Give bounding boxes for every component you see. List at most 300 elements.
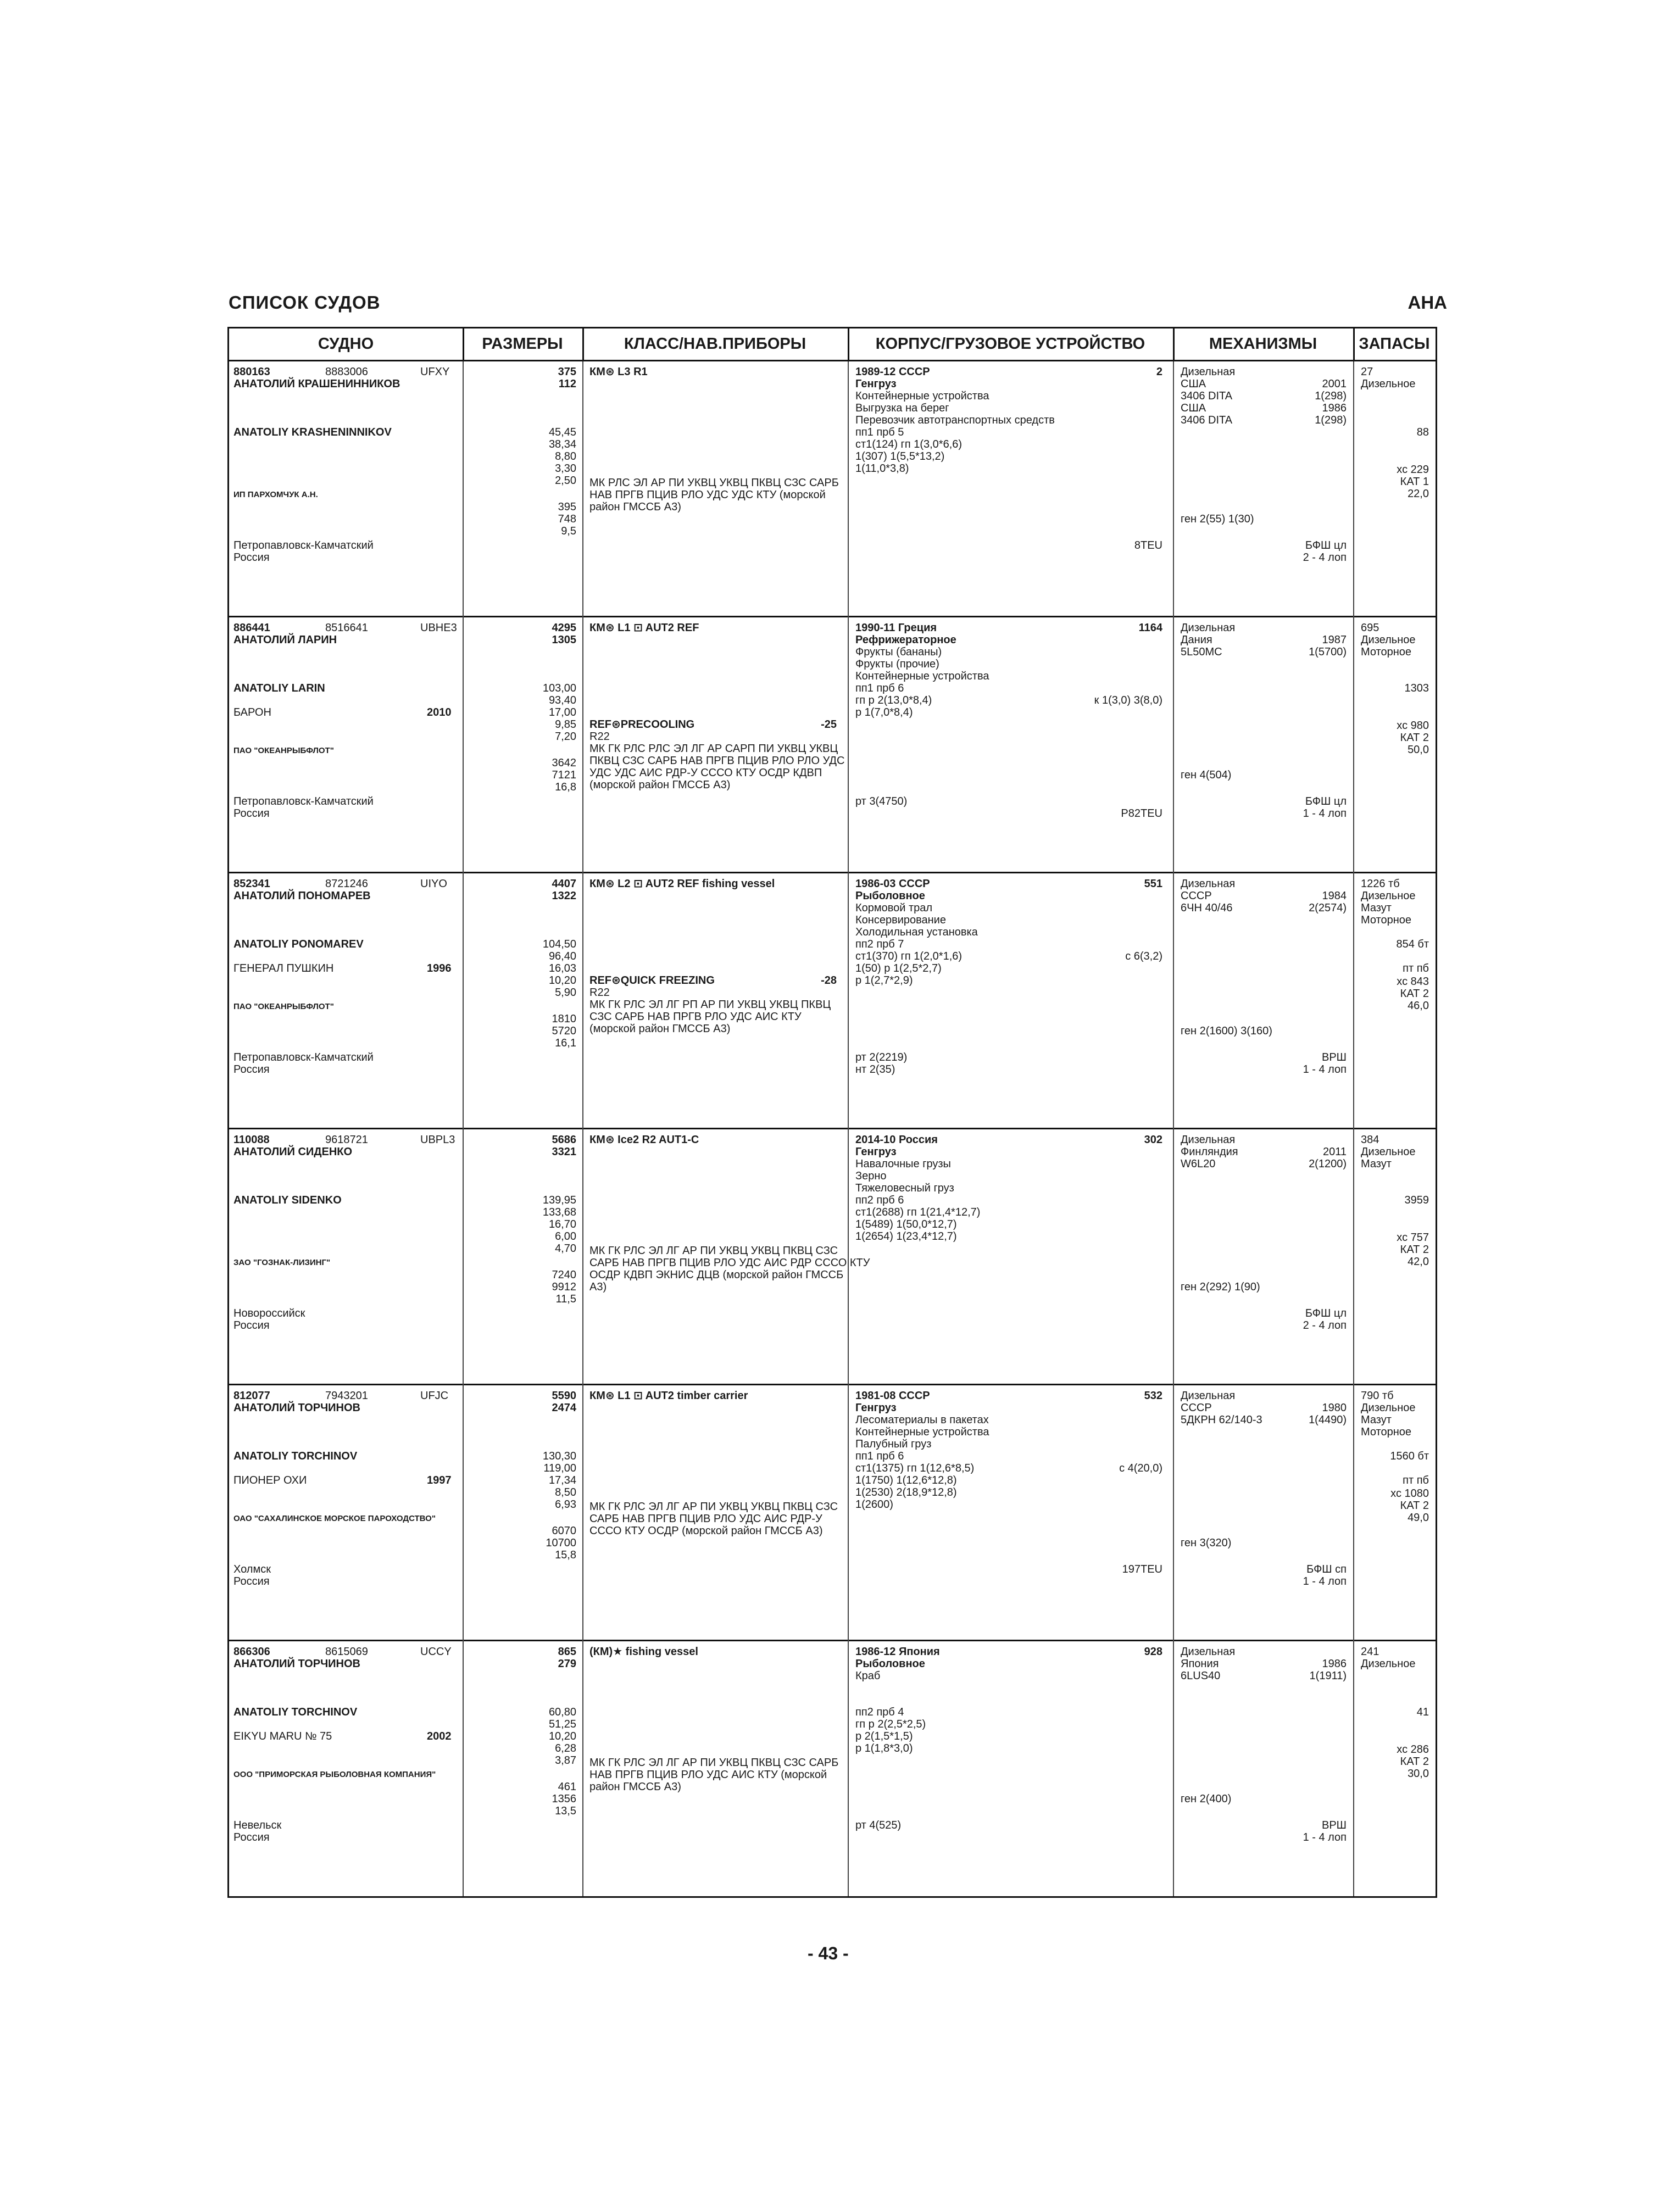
cargo-type: Фрукты (прочие)	[855, 658, 939, 670]
engine-info: Финляндия	[1181, 1146, 1238, 1158]
navigation-equipment: район ГМССБ А3)	[589, 501, 681, 513]
imo-number: 8516641	[325, 622, 368, 634]
cargo-type: Фрукты (бананы)	[855, 646, 942, 658]
propeller-blades: 1 - 4 лоп	[1303, 1831, 1347, 1843]
deadweight: 1164	[1138, 622, 1162, 634]
class-notation: КМ⊛ L2 ⊡ AUT2 REF fishing vessel	[589, 878, 775, 890]
column-divider	[1173, 361, 1174, 1896]
former-name: EIKYU MARU № 75	[233, 1730, 332, 1742]
build-year-place: 1986-12 Япония	[855, 1646, 940, 1658]
engine-info: 3406 DITA	[1181, 414, 1233, 426]
class-notation: КМ⊛ L1 ⊡ AUT2 timber carrier	[589, 1390, 748, 1402]
hull-detail: 1(2654) 1(23,4*12,7)	[855, 1230, 957, 1243]
stores-misc: КАТ 2	[1400, 1756, 1429, 1768]
former-name: ПИОНЕР ОХИ	[233, 1474, 307, 1486]
home-port: Петропавловск-Камчатский	[233, 539, 374, 552]
capacity-value: 16,1	[555, 1037, 576, 1049]
col-header-class: КЛАСС/НАВ.ПРИБОРЫ	[624, 335, 806, 353]
dimension-value: 10,20	[548, 1730, 576, 1742]
cargo-gear: нт 2(35)	[855, 1063, 895, 1076]
navigation-equipment: ОСДР КДВП ЭКНИС ДЦВ (морской район ГМССБ	[589, 1269, 844, 1281]
table-row	[229, 873, 1436, 1129]
refrigeration-temp: -25	[821, 718, 837, 731]
engine-info-value: 1980	[1322, 1402, 1347, 1414]
fuel-type: Мазут	[1361, 1414, 1392, 1426]
class-notation: КМ⊛ L3 R1	[589, 366, 648, 378]
flag-country: Россия	[233, 1063, 270, 1076]
fuel-type: Дизельное	[1361, 890, 1416, 902]
dimension-value: 10,20	[548, 974, 576, 987]
capacity-value: 9912	[552, 1281, 576, 1293]
teu-capacity: 197TEU	[1122, 1563, 1162, 1575]
net-tonnage: 112	[558, 378, 576, 390]
cargo-type: Контейнерные устройства	[855, 1426, 989, 1438]
engine-info: Дизельная	[1181, 622, 1236, 634]
hull-detail: ст1(370) гп 1(2,0*1,6)	[855, 950, 963, 962]
navigation-equipment: СЗС САРБ НАВ ПРГВ РЛО УДС АИС КТУ	[589, 1011, 802, 1023]
former-year: 1996	[427, 962, 452, 974]
generators: ген 2(1600) 3(160)	[1181, 1025, 1272, 1037]
hull-detail: пп1 прб 6	[855, 1450, 904, 1462]
navigation-equipment: УДС УДС АИС РДР-У СССО КТУ ОСДР КДВП	[589, 767, 822, 779]
hull-detail: ст1(2688) гп 1(21,4*12,7)	[855, 1206, 981, 1218]
home-port: Холмск	[233, 1563, 271, 1575]
fuel-type: Дизельное	[1361, 634, 1416, 646]
capacity-value: 13,5	[555, 1805, 576, 1817]
propeller-blades: 1 - 4 лоп	[1303, 1063, 1347, 1076]
capacity-value: 10700	[546, 1537, 576, 1549]
refrigerant: R22	[589, 731, 610, 743]
ship-name-ru: АНАТОЛИЙ СИДЕНКО	[233, 1146, 353, 1158]
fuel-type: Моторное	[1361, 646, 1412, 658]
hull-detail: гп р 2(2,5*2,5)	[855, 1718, 926, 1730]
capacity-value: 15,8	[555, 1549, 576, 1561]
reg-number: 866306	[233, 1646, 270, 1658]
column-divider	[1353, 361, 1354, 1896]
hull-detail: р 1(2,7*2,9)	[855, 974, 913, 987]
ship-type: Рыболовное	[855, 890, 925, 902]
capacity-value: 5720	[552, 1025, 576, 1037]
hull-detail: 1(307) 1(5,5*13,2)	[855, 450, 945, 463]
ship-type: Рефрижераторное	[855, 634, 956, 646]
propeller-blades: 1 - 4 лоп	[1303, 807, 1347, 820]
imo-number: 9618721	[325, 1134, 368, 1146]
ship-name-en: ANATOLIY SIDENKO	[233, 1194, 342, 1206]
stores-misc: КАТ 2	[1400, 1244, 1429, 1256]
propeller: ВРШ	[1321, 1051, 1347, 1063]
cargo-gear: рт 2(2219)	[855, 1051, 908, 1063]
hull-detail: 1(5489) 1(50,0*12,7)	[855, 1218, 957, 1230]
capacity-value: 1810	[552, 1013, 576, 1025]
call-sign: UBPL3	[420, 1134, 455, 1146]
generators: ген 2(55) 1(30)	[1181, 513, 1254, 525]
cargo-type: Зерно	[855, 1170, 887, 1182]
cargo-type: Тяжеловесный груз	[855, 1182, 954, 1194]
dimension-value: 51,25	[548, 1718, 576, 1730]
stores-note: пт пб	[1403, 962, 1429, 974]
gross-tonnage: 375	[558, 366, 576, 378]
col-header-hull: КОРПУС/ГРУЗОВОЕ УСТРОЙСТВО	[875, 335, 1145, 353]
generators: ген 3(320)	[1181, 1537, 1232, 1549]
engine-info: Дизельная	[1181, 366, 1236, 378]
deadweight: 928	[1144, 1646, 1162, 1658]
navigation-equipment: НАВ ПРГВ ПЦИВ РЛО УДС АИС КТУ (морской	[589, 1769, 827, 1781]
engine-info: СССР	[1181, 890, 1212, 902]
engine-info-value: 1986	[1322, 402, 1347, 414]
cargo-type: Консервирование	[855, 914, 946, 926]
fuel-type: Дизельное	[1361, 1658, 1416, 1670]
reg-number: 812077	[233, 1390, 270, 1402]
call-sign: UCCY	[420, 1646, 452, 1658]
stores-misc: 30,0	[1408, 1768, 1429, 1780]
owner: ООО "ПРИМОРСКАЯ РЫБОЛОВНАЯ КОМПАНИЯ"	[233, 1770, 436, 1779]
hull-detail: 1(2530) 2(18,9*12,8)	[855, 1486, 957, 1498]
navigation-equipment: МК ГК РЛС ЭЛ ЛГ АР ПИ УКВЦ ПКВЦ СЗС САРБ	[589, 1757, 839, 1769]
dimension-value: 4,70	[555, 1243, 576, 1255]
section-code: АНА	[1408, 292, 1447, 313]
propeller-blades: 2 - 4 лоп	[1303, 1319, 1347, 1332]
home-port: Новороссийск	[233, 1307, 305, 1319]
ship-type: Генгруз	[855, 1146, 897, 1158]
cargo-type: Палубный груз	[855, 1438, 932, 1450]
engine-info: СССР	[1181, 1402, 1212, 1414]
stores-misc: 22,0	[1408, 488, 1429, 500]
capacity-value: 461	[558, 1781, 576, 1793]
dimension-value: 96,40	[548, 950, 576, 962]
ship-name-ru: АНАТОЛИЙ ПОНОМАРЕВ	[233, 890, 371, 902]
ship-name-en: ANATOLIY TORCHINOV	[233, 1706, 358, 1718]
propeller: БФШ сп	[1306, 1563, 1347, 1575]
hull-extra: к 1(3,0) 3(8,0)	[1094, 694, 1162, 706]
net-tonnage: 3321	[552, 1146, 576, 1158]
dimension-value: 2,50	[555, 475, 576, 487]
teu-capacity: P82TEU	[1121, 807, 1162, 820]
dimension-value: 3,30	[555, 463, 576, 475]
engine-info-value: 1984	[1322, 890, 1347, 902]
former-year: 2010	[427, 706, 452, 718]
col-header-machinery: МЕХАНИЗМЫ	[1209, 335, 1317, 353]
stores-misc: 46,0	[1408, 1000, 1429, 1012]
fuel-capacity: 854 бт	[1396, 938, 1429, 950]
engine-info-value: 2001	[1322, 378, 1347, 390]
fuel-type: Дизельное	[1361, 1402, 1416, 1414]
owner: ОАО "САХАЛИНСКОЕ МОРСКОЕ ПАРОХОДСТВО"	[233, 1514, 436, 1523]
dimension-value: 38,34	[548, 438, 576, 450]
dimension-value: 45,45	[548, 426, 576, 438]
stores-misc: хс 980	[1397, 720, 1429, 732]
fuel-type: Дизельное	[1361, 1146, 1416, 1158]
dimension-value: 93,40	[548, 694, 576, 706]
imo-number: 8883006	[325, 366, 368, 378]
capacity-value: 748	[558, 513, 576, 525]
dimension-value: 133,68	[542, 1206, 576, 1218]
hull-detail: пп1 прб 5	[855, 426, 904, 438]
capacity-value: 11,5	[555, 1293, 576, 1305]
call-sign: UIYO	[420, 878, 447, 890]
propeller: ВРШ	[1321, 1819, 1347, 1831]
engine-info-value: 2011	[1322, 1146, 1347, 1158]
table-row	[229, 361, 1436, 617]
deadweight: 302	[1144, 1134, 1162, 1146]
engine-info: 6ЧН 40/46	[1181, 902, 1233, 914]
stores-misc: КАТ 1	[1400, 476, 1429, 488]
gross-tonnage: 4407	[552, 878, 576, 890]
column-divider	[463, 361, 464, 1896]
dimension-value: 9,85	[555, 718, 576, 731]
hull-detail: 1(1750) 1(12,6*12,8)	[855, 1474, 957, 1486]
reg-number: 886441	[233, 622, 270, 634]
cargo-type: Выгрузка на берег	[855, 402, 949, 414]
fuel-capacity: 1560 бт	[1390, 1450, 1429, 1462]
net-tonnage: 2474	[552, 1402, 576, 1414]
capacity-value: 6070	[552, 1525, 576, 1537]
build-year-place: 1981-08 СССР	[855, 1390, 930, 1402]
fuel-capacity: 3959	[1404, 1194, 1429, 1206]
refrigeration-class: REF⊛PRECOOLING	[589, 718, 695, 731]
navigation-equipment: МК ГК РЛС РЛС ЭЛ ЛГ АР САРП ПИ УКВЦ УКВЦ	[589, 743, 838, 755]
ship-name-ru: АНАТОЛИЙ ТОРЧИНОВ	[233, 1658, 360, 1670]
fuel-capacity: 1303	[1404, 682, 1429, 694]
refrigeration-class: REF⊛QUICK FREEZING	[589, 974, 715, 987]
fuel-type: Моторное	[1361, 1426, 1412, 1438]
stores-misc: хс 757	[1397, 1232, 1429, 1244]
engine-info-value: 1(4490)	[1309, 1414, 1347, 1426]
hull-detail: пп2 прб 4	[855, 1706, 904, 1718]
flag-country: Россия	[233, 1831, 270, 1843]
fuel-type: 27	[1361, 366, 1373, 378]
generators: ген 4(504)	[1181, 769, 1232, 781]
hull-detail: пп2 прб 6	[855, 1194, 904, 1206]
fuel-type: Моторное	[1361, 914, 1412, 926]
hull-detail: ст1(1375) гп 1(12,6*8,5)	[855, 1462, 975, 1474]
dimension-value: 16,70	[548, 1218, 576, 1230]
gross-tonnage: 4295	[552, 622, 576, 634]
dimension-value: 8,50	[555, 1486, 576, 1498]
dimension-value: 5,90	[555, 987, 576, 999]
hull-detail: пп2 прб 7	[855, 938, 904, 950]
engine-info-value: 1987	[1322, 634, 1347, 646]
propeller-blades: 1 - 4 лоп	[1303, 1575, 1347, 1587]
cargo-gear: рт 3(4750)	[855, 795, 908, 807]
hull-detail: гп р 2(13,0*8,4)	[855, 694, 932, 706]
hull-detail: р 1(7,0*8,4)	[855, 706, 913, 718]
navigation-equipment: САРБ НАВ ПРГВ ПЦИВ РЛО УДС АИС РДР СССО КТУ	[589, 1257, 870, 1269]
engine-info: США	[1181, 402, 1206, 414]
dimension-value: 139,95	[542, 1194, 576, 1206]
cargo-gear: рт 4(525)	[855, 1819, 902, 1831]
ship-type: Генгруз	[855, 378, 897, 390]
engine-info: 5ДКРН 62/140-3	[1181, 1414, 1262, 1426]
hull-extra: с 4(20,0)	[1119, 1462, 1162, 1474]
hull-detail: 1(50) р 1(2,5*2,7)	[855, 962, 942, 974]
stores-misc: КАТ 2	[1400, 1500, 1429, 1512]
engine-info-value: 1(1911)	[1309, 1670, 1347, 1682]
engine-info: США	[1181, 378, 1206, 390]
fuel-type: 1226 тб	[1361, 878, 1400, 890]
former-name: БАРОН	[233, 706, 271, 718]
page-number: - 43 -	[808, 1943, 849, 1963]
table-row	[229, 1641, 1436, 1897]
fuel-type: Мазут	[1361, 1158, 1392, 1170]
engine-info: 6LUS40	[1181, 1670, 1221, 1682]
reg-number: 852341	[233, 878, 270, 890]
navigation-equipment: НАВ ПРГВ ПЦИВ РЛО УДС УДС КТУ (морской	[589, 489, 826, 501]
fuel-type: 384	[1361, 1134, 1379, 1146]
imo-number: 8721246	[325, 878, 368, 890]
net-tonnage: 279	[558, 1658, 576, 1670]
ship-name-en: ANATOLIY TORCHINOV	[233, 1450, 358, 1462]
cargo-type: Краб	[855, 1670, 881, 1682]
former-name: ГЕНЕРАЛ ПУШКИН	[233, 962, 334, 974]
ship-type: Рыболовное	[855, 1658, 925, 1670]
dimension-value: 7,20	[555, 731, 576, 743]
propeller: БФШ цл	[1305, 795, 1347, 807]
stores-misc: КАТ 2	[1400, 988, 1429, 1000]
engine-info-value: 2(2574)	[1309, 902, 1347, 914]
fuel-type: 695	[1361, 622, 1379, 634]
home-port: Невельск	[233, 1819, 282, 1831]
stores-misc: 42,0	[1408, 1256, 1429, 1268]
owner: ЗАО "ГОЗНАК-ЛИЗИНГ"	[233, 1258, 331, 1267]
net-tonnage: 1305	[552, 634, 576, 646]
net-tonnage: 1322	[552, 890, 576, 902]
fuel-type: 790 тб	[1361, 1390, 1394, 1402]
teu-capacity: 8TEU	[1134, 539, 1162, 552]
engine-info: Дизельная	[1181, 878, 1236, 890]
navigation-equipment: ПКВЦ СЗС САРБ НАВ ПРГВ ПЦИВ РЛО РЛО УДС	[589, 755, 845, 767]
home-port: Петропавловск-Камчатский	[233, 795, 374, 807]
dimension-value: 60,80	[548, 1706, 576, 1718]
dimension-value: 8,80	[555, 450, 576, 463]
page-title: СПИСОК СУДОВ	[229, 292, 381, 313]
cargo-type: Контейнерные устройства	[855, 670, 989, 682]
engine-info: Дизельная	[1181, 1390, 1236, 1402]
table-row	[229, 1129, 1436, 1385]
stores-misc: хс 843	[1397, 976, 1429, 988]
navigation-equipment: МК РЛС ЭЛ АР ПИ УКВЦ УКВЦ ПКВЦ СЗС САРБ	[589, 477, 839, 489]
call-sign: UFJC	[420, 1390, 449, 1402]
navigation-equipment: СССО КТУ ОСДР (морской район ГМССБ А3)	[589, 1525, 823, 1537]
navigation-equipment: САРБ НАВ ПРГВ ПЦИВ РЛО УДС АИС РДР-У	[589, 1513, 822, 1525]
stores-misc: КАТ 2	[1400, 732, 1429, 744]
gross-tonnage: 5590	[552, 1390, 576, 1402]
cargo-type: Перевозчик автотранспортных средств	[855, 414, 1055, 426]
engine-info: Дания	[1181, 634, 1212, 646]
deadweight: 2	[1156, 366, 1162, 378]
ship-type: Генгруз	[855, 1402, 897, 1414]
stores-misc: 49,0	[1408, 1512, 1429, 1524]
engine-info-value: 2(1200)	[1309, 1158, 1347, 1170]
navigation-equipment: МК ГК РЛС ЭЛ ЛГ АР ПИ УКВЦ УКВЦ ПКВЦ СЗС	[589, 1245, 838, 1257]
stores-misc: 50,0	[1408, 744, 1429, 756]
ship-name-ru: АНАТОЛИЙ ТОРЧИНОВ	[233, 1402, 360, 1414]
refrigerant: R22	[589, 987, 610, 999]
hull-detail: пп1 прб 6	[855, 682, 904, 694]
propeller: БФШ цл	[1305, 1307, 1347, 1319]
capacity-value: 7121	[552, 769, 576, 781]
navigation-equipment: (морской район ГМССБ А3)	[589, 779, 731, 791]
dimension-value: 17,00	[548, 706, 576, 718]
build-year-place: 1986-03 СССР	[855, 878, 930, 890]
hull-detail: 1(2600)	[855, 1498, 893, 1511]
ship-name-en: ANATOLIY LARIN	[233, 682, 325, 694]
deadweight: 532	[1144, 1390, 1162, 1402]
generators: ген 2(400)	[1181, 1793, 1232, 1805]
table-row	[229, 1385, 1436, 1641]
call-sign: UBHE3	[420, 622, 457, 634]
owner: ПАО "ОКЕАНРЫБФЛОТ"	[233, 1002, 334, 1011]
generators: ген 2(292) 1(90)	[1181, 1281, 1260, 1293]
engine-info: 5L50MC	[1181, 646, 1222, 658]
cargo-type: Холодильная установка	[855, 926, 978, 938]
cargo-type: Кормовой трал	[855, 902, 933, 914]
gross-tonnage: 5686	[552, 1134, 576, 1146]
refrigeration-temp: -28	[821, 974, 837, 987]
reg-number: 880163	[233, 366, 270, 378]
flag-country: Россия	[233, 1319, 270, 1332]
dimension-value: 6,28	[555, 1742, 576, 1754]
hull-detail: 1(11,0*3,8)	[855, 463, 909, 475]
engine-info: Япония	[1181, 1658, 1219, 1670]
engine-info-value: 1(298)	[1315, 414, 1347, 426]
fuel-capacity: 41	[1416, 1706, 1429, 1718]
engine-info: 3406 DITA	[1181, 390, 1233, 402]
propeller-blades: 2 - 4 лоп	[1303, 552, 1347, 564]
column-divider	[848, 361, 849, 1896]
owner: ИП ПАРХОМЧУК А.Н.	[233, 490, 318, 499]
column-divider	[582, 361, 583, 1896]
hull-detail: ст1(124) гп 1(3,0*6,6)	[855, 438, 963, 450]
engine-info: W6L20	[1181, 1158, 1216, 1170]
former-year: 1997	[427, 1474, 452, 1486]
dimension-value: 103,00	[542, 682, 576, 694]
flag-country: Россия	[233, 1575, 270, 1587]
owner: ПАО "ОКЕАНРЫБФЛОТ"	[233, 746, 334, 755]
former-year: 2002	[427, 1730, 452, 1742]
hull-detail: р 2(1,5*1,5)	[855, 1730, 913, 1742]
stores-misc: хс 286	[1397, 1743, 1429, 1756]
ship-name-ru: АНАТОЛИЙ ЛАРИН	[233, 634, 337, 646]
flag-country: Россия	[233, 807, 270, 820]
dimension-value: 6,00	[555, 1230, 576, 1243]
engine-info: Дизельная	[1181, 1646, 1236, 1658]
imo-number: 7943201	[325, 1390, 368, 1402]
navigation-equipment: район ГМССБ А3)	[589, 1781, 681, 1793]
build-year-place: 1989-12 СССР	[855, 366, 930, 378]
col-header-dimensions: РАЗМЕРЫ	[482, 335, 563, 353]
col-header-ship: СУДНО	[318, 335, 374, 353]
navigation-equipment: (морской район ГМССБ А3)	[589, 1023, 731, 1035]
build-year-place: 1990-11 Греция	[855, 622, 937, 634]
dimension-value: 104,50	[542, 938, 576, 950]
capacity-value: 16,8	[555, 781, 576, 793]
fuel-type: Мазут	[1361, 902, 1392, 914]
table-header	[229, 328, 1436, 361]
table-row	[229, 617, 1436, 873]
propeller: БФШ цл	[1305, 539, 1347, 552]
dimension-value: 6,93	[555, 1498, 576, 1511]
home-port: Петропавловск-Камчатский	[233, 1051, 374, 1063]
ship-name-ru: АНАТОЛИЙ КРАШЕНИННИКОВ	[233, 378, 400, 390]
col-header-stores: ЗАПАСЫ	[1359, 335, 1430, 353]
dimension-value: 130,30	[542, 1450, 576, 1462]
engine-info: Дизельная	[1181, 1134, 1236, 1146]
dimension-value: 3,87	[555, 1754, 576, 1767]
capacity-value: 9,5	[561, 525, 576, 537]
ship-name-en: ANATOLIY KRASHENINNIKOV	[233, 426, 392, 438]
navigation-equipment: А3)	[589, 1281, 607, 1293]
fuel-type: Дизельное	[1361, 378, 1416, 390]
